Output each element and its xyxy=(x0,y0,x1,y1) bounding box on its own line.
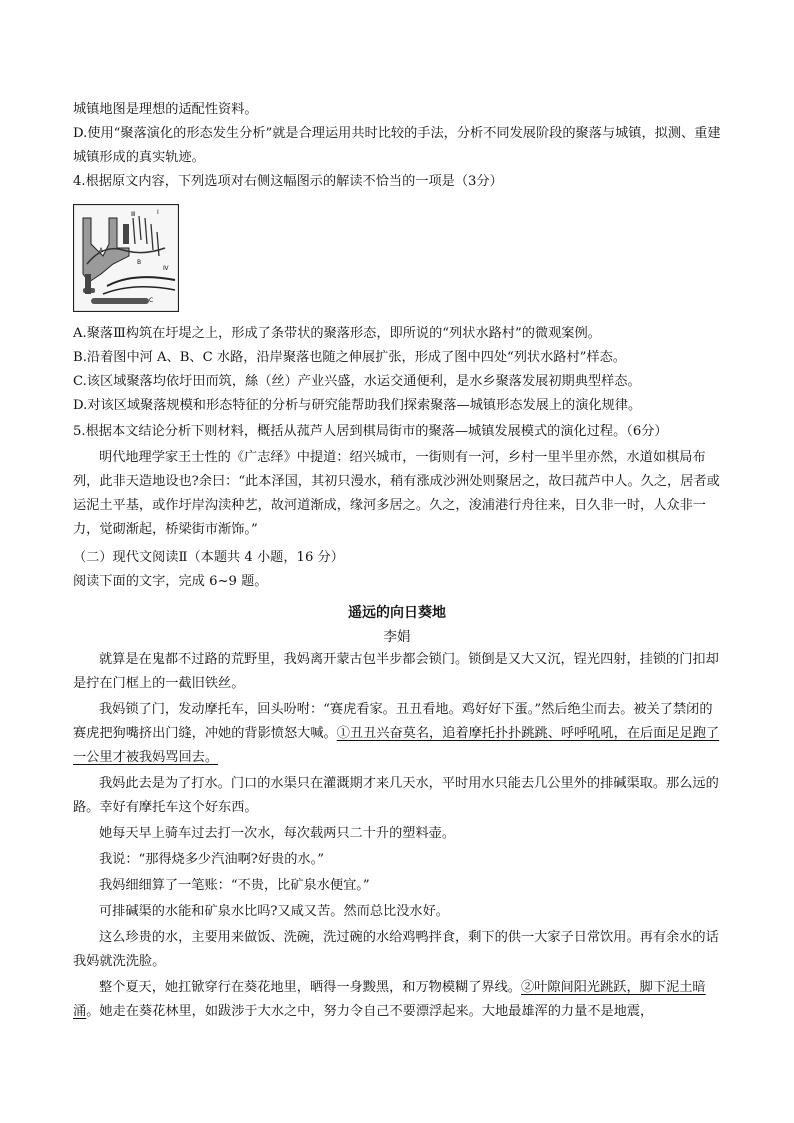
paragraph-1: 就算是在鬼都不过路的荒野里，我妈离开蒙古包半步都会锁门。锁倒是又大又沉，锃光四射，挂锁的门扣却是拧在门框上的一截旧铁丝。 xyxy=(73,652,719,691)
q4-option-b: B.沿着图中河 A、B、C 水路，沿岸聚落也随之伸展扩张，形成了图中四处“列状水路村”样态。 xyxy=(73,350,626,365)
article-author: 李娟 xyxy=(383,629,411,645)
question-4-stem: 4.根据原文内容，下列选项对右侧这幅图示的解读不恰当的一项是（3分） xyxy=(73,174,503,189)
svg-text:C: C xyxy=(149,297,154,304)
svg-text:Ⅰ: Ⅰ xyxy=(157,209,159,216)
svg-text:Ⅲ: Ⅲ xyxy=(131,211,136,218)
paragraph-5: 我说：“那得烧多少汽油啊?好贵的水。” xyxy=(99,852,324,867)
reading-instruction: 阅读下面的文字，完成 6~9 题。 xyxy=(73,574,268,589)
article-title: 遥远的向日葵地 xyxy=(348,605,446,621)
question-5-stem: 5.根据本文结论分析下则材料，概括从菰芦人居到棋局街市的聚落—城镇发展模式的演化过程。（6分） xyxy=(73,424,668,439)
paragraph-3: 我妈此去是为了打水。门口的水渠只在灌溉期才来几天水，平时用水只能去几公里外的排碱渠取。那么远的路。幸好有摩托车这个好东西。 xyxy=(73,776,719,815)
paragraph-8: 这么珍贵的水，主要用来做饭、洗碗，洗过碗的水给鸡鸭拌食，剩下的供一大家子日常饮用。再有余水的话我妈就洗洗脸。 xyxy=(73,930,719,969)
q4-option-c: C.该区域聚落均依圩田而筑，絲（丝）产业兴盛，水运交通便利，是水乡聚落发展初期典型样态。 xyxy=(73,374,641,389)
section-header: （二）现代文阅读Ⅱ（本题共 4 小题，16 分） xyxy=(73,550,344,565)
svg-text:A: A xyxy=(99,247,104,254)
paragraph-2 xyxy=(73,698,725,770)
question-5-material: 明代地理学家王士性的《广志绎》中提道：绍兴城市，一街则有一河，乡村一里半里亦然，水道如棋局布列，此非天造地设也?余曰：“此本泽国，其初只漫水，稍有涨成沙洲处则聚居之，故曰菰芦中人。久之，居者或运泥土平基，或作圩岸沟渎种艺，故河道渐成，缘河多居之。久之，浚浦港行舟往来，日久非一时，人众非一力，觉砌渐起，桥梁街市渐饰。” xyxy=(73,450,720,537)
paragraph-4: 她每天早上骑车过去打一次水，每次载两只二十升的塑料壶。 xyxy=(99,826,456,841)
svg-text:B: B xyxy=(137,259,142,266)
paragraph-2-text: 我妈锁了门，发动摩托车，回头吩咐：“赛虎看家。丑丑看地。鸡好好下蛋。”然后绝尘而去。被关了禁闭的赛虎把狗嘴挤出门缝，冲她的背影愤怒大喊。 xyxy=(73,702,713,741)
paragraph-9-continuation: 。她走在葵花林里，如跋涉于大水之中，努力令自己不要漂浮起来。大地最雄浑的力量不是地震， xyxy=(86,1004,654,1019)
option-d: D.使用“聚落演化的形态发生分析”就是合理运用共时比较的手法，分析不同发展阶段的聚落与城镇，拟测、重建城镇形成的真实轨迹。 xyxy=(73,126,721,165)
underlined-sentence-1: ①丑丑兴奋莫名，追着摩托扑扑跳跳、呼呼吼吼，在后面足足跑了一公里才被我妈骂回去。 xyxy=(73,726,720,765)
paragraph-7: 可排碱渠的水能和矿泉水比吗?又咸又苦。然而总比没水好。 xyxy=(99,904,449,919)
q4-option-a: A.聚落Ⅲ构筑在圩堤之上，形成了条带状的聚落形态，即所说的“列状水路村”的微观案例。 xyxy=(73,326,601,341)
paragraph-6: 我妈细细算了一笔账：“不贵，比矿泉水便宜。” xyxy=(99,878,370,893)
option-c-continuation: 城镇地图是理想的适配性资料。 xyxy=(73,102,258,117)
svg-text:Ⅳ: Ⅳ xyxy=(163,265,169,272)
paragraph-9 xyxy=(73,976,725,1024)
underlined-sentence-2: ②叶隙间阳光跳跃，脚下泥土暗涌 xyxy=(73,980,706,1019)
settlement-map-figure xyxy=(73,204,179,312)
q4-option-d: D.对该区域聚落规模和形态特征的分析与研究能帮助我们探索聚落—城镇形态发展上的演化规律。 xyxy=(73,398,642,413)
paragraph-9-text: 整个夏天，她扛锨穿行在葵花地里，晒得一身黢黑，和万物模糊了界线。 xyxy=(99,980,521,995)
